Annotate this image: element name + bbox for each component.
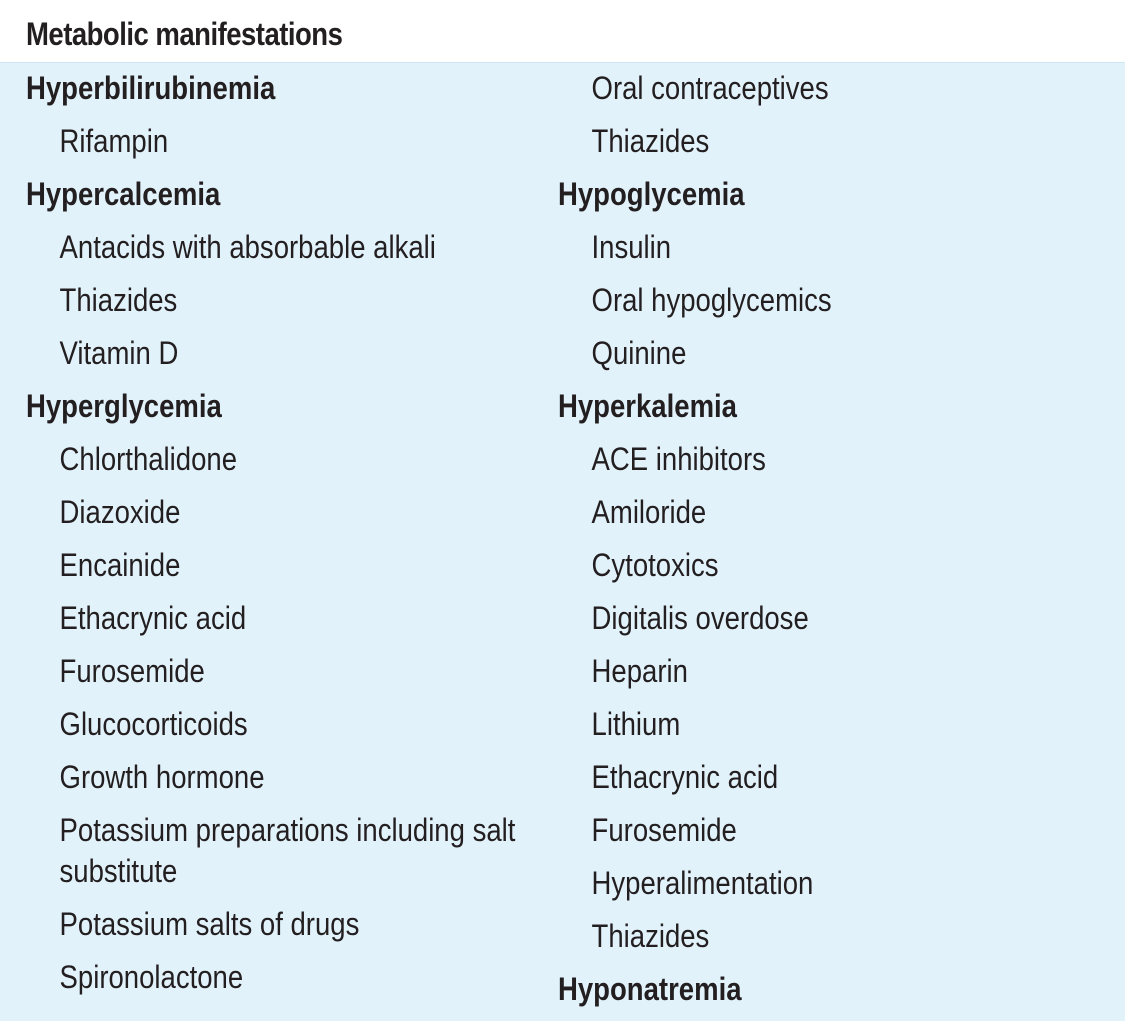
drug-item: Insulin [591,229,672,265]
drug-item: Thiazides [591,123,710,159]
drug-item: Thiazides [59,282,178,318]
drug-item: Chlorthalidone [59,441,238,477]
drug-item: Potassium salts of drugs [59,906,360,942]
drug-item: Cytotoxics [591,547,719,583]
drug-item: Heparin [591,653,688,689]
drug-item: Antacids with absorbable alkali [59,229,436,265]
category-heading: Hypoglycemia [558,176,745,212]
drug-item: Furosemide [59,653,205,689]
left-column [26,68,546,1010]
drug-item: Encainide [59,547,181,583]
drug-item: Thiazides [591,918,710,954]
drug-item: Oral contraceptives [591,70,829,106]
drug-item: Ethacrynic acid [59,600,247,636]
drug-item: Furosemide [591,812,737,848]
drug-item: Spironolactone [59,959,244,995]
drug-item: Ethacrynic acid [591,759,779,795]
drug-item: Potassium preparations including salt substitute [59,812,516,889]
drug-item: Amiloride [591,494,707,530]
drug-item: Diazoxide [59,494,181,530]
category-heading: Hyperglycemia [26,388,222,424]
drug-item: ACE inhibitors [591,441,766,477]
category-heading: Hyperbilirubinemia [26,70,276,106]
drug-item: Glucocorticoids [59,706,248,742]
category-heading: Hyponatremia [558,971,742,1007]
right-column [558,68,1098,1022]
drug-item: Oral hypoglycemics [591,282,832,318]
drug-item: Quinine [591,335,687,371]
drug-item: Rifampin [59,123,169,159]
drug-item: Growth hormone [59,759,265,795]
drug-item: Digitalis overdose [591,600,809,636]
category-heading: Hypercalcemia [26,176,221,212]
drug-item: Vitamin D [59,335,179,371]
table-title: Metabolic manifestations [26,16,343,52]
category-heading: Hyperkalemia [558,388,737,424]
drug-item: Lithium [591,706,681,742]
drug-item: Hyperalimentation [591,865,814,901]
